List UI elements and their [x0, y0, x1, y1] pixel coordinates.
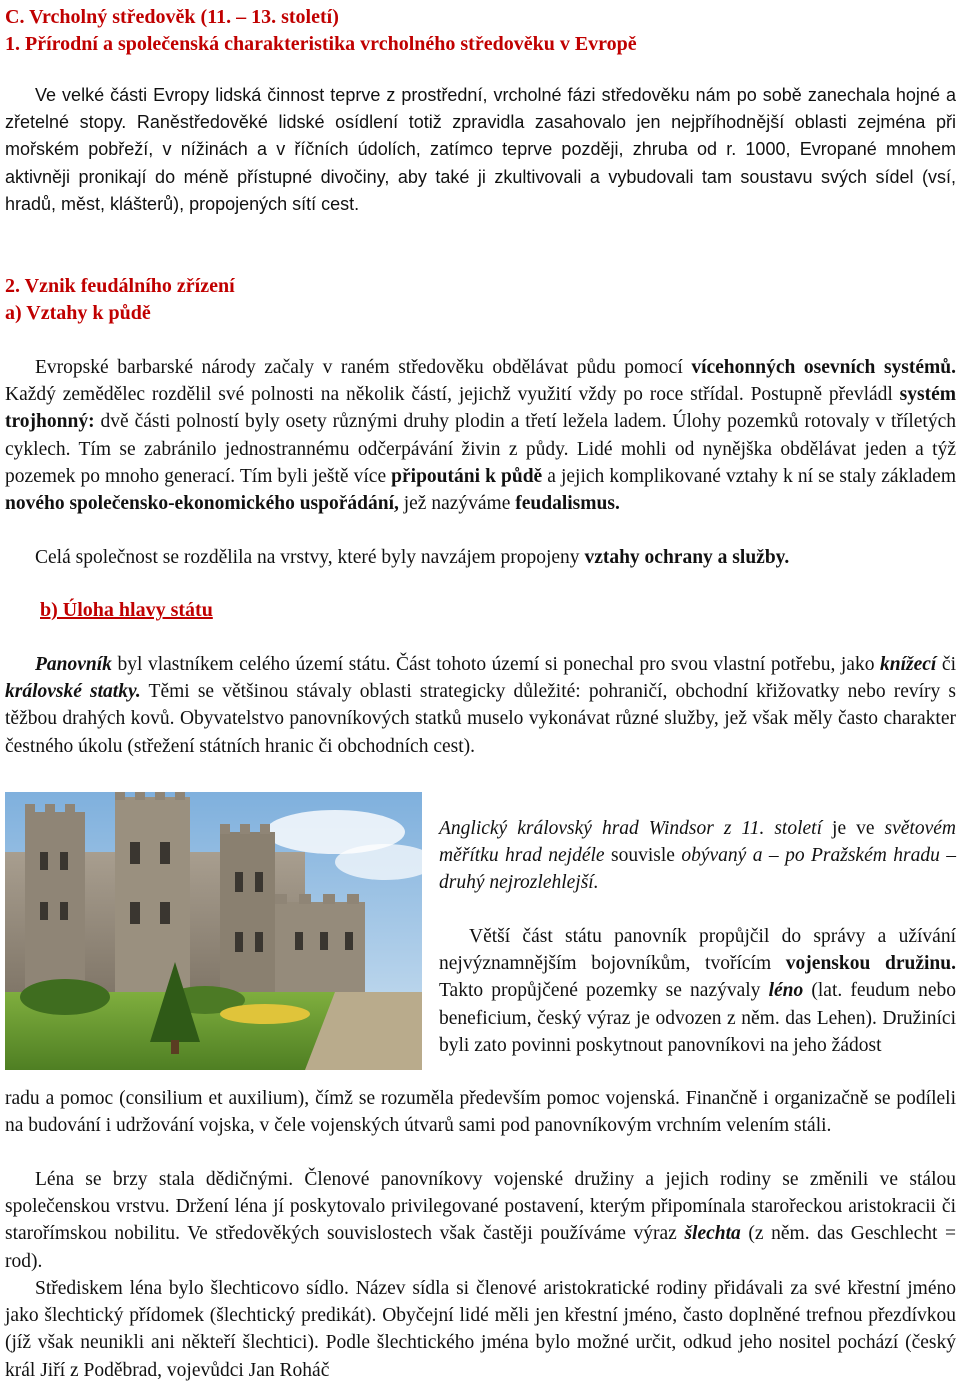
bold-run: připoutáni k půdě [391, 465, 543, 487]
windsor-castle-photo [5, 792, 422, 1070]
text-run: Střediskem léna bylo šlechticovo sídlo. Název sídla si členové aristokratické rodiny přidávali za své křestní jméno jako šlechtický přídomek (šlechtický predikát). Obyčejní lidé měli jen křestní jméno, často doplněné trefnou přezdívkou (jíž však neunikli ani někteří šlechtici). Podle šlechtického jména bylo možné určit, odkud jeho nositel pochází (český král Jiří z Poděbrad, vojevůdci Jan Roháč [5, 1278, 956, 1381]
castle-illustration [5, 792, 422, 1070]
bold-italic-run: královské statky. [5, 681, 141, 703]
text-run: Léna se brzy stala dědičnými. Členové panovníkovy vojenské družiny a jejich rodiny se změnili ve stálou společenskou vrstvu. Držení léna jí poskytovalo privilegované postavení, kterým připomínala starořeckou aristokracii či starořímskou nobilitu. Ve středověkých souvislostech však častěji používáme výraz [5, 1169, 956, 1245]
text-run: Každý zemědělec rozdělil své polnosti na několik částí, jejichž využití vždy po roce střídal. Postupně převládl [5, 384, 900, 406]
chapter-heading-1: 1. Přírodní a společenská charakteristika vrcholného středověku v Evropě [5, 33, 637, 55]
text-run: souvisle [604, 845, 682, 867]
bold-italic-run: Panovník [35, 654, 112, 675]
text-run: Větší část státu panovník propůjčil do správy a užívání nejvýznamnějším bojovníkům, tvořícím [439, 926, 956, 975]
text-run: jež nazýváme [398, 493, 516, 515]
paragraph-intro [5, 82, 956, 218]
italic-run: Anglický královský hrad Windsor z 11. století [439, 818, 823, 839]
subheading-2b-text: b) Úloha hlavy státu [40, 599, 213, 621]
text-run: Těmi se většinou stávaly oblasti strategicky důležité: pohraničí, obchodní křižovatky nebo revíry s těžbou drahých kovů. Obyvatelstvo panovníkových statků muselo vykonávat různé služby, jež však měly často charakter čestného úkolu (střežení státních hranic či obchodních cest). [5, 681, 956, 757]
text-run: či [936, 654, 956, 675]
photo-caption [439, 815, 956, 897]
paragraph-land [5, 354, 956, 517]
text-run: Takto propůjčené pozemky se nazývaly [439, 980, 769, 1002]
subheading-2a: a) Vztahy k půdě [5, 302, 151, 324]
text-run: Evropské barbarské národy začaly v raném středověku obdělávat půdu pomocí [35, 357, 692, 378]
chapter-heading-2: 2. Vznik feudálního zřízení [5, 275, 235, 297]
paragraph-intro-text: Ve velké části Evropy lidská činnost teprve z prostřední, vrcholné fázi středověku nám po sobě zanechala hojné a zřetelné stopy. Raněstředověké lidské osídlení totiž zpravidla zasahovalo jen nejpříhodnější oblasti zejména při mořském pobřeží, v nížinách a v říčních údolích, zatímco teprve později, zhruba od r. 1000, Evropané mnohem aktivněji pronikají do méně přístupné divočiny, aby také ji zkultivovali a vybudovali tam soustavu svých sídel (vsí, hradů, měst, klášterů), propojených sítí cest. [5, 85, 956, 214]
bold-run: vícehonných osevních systémů. [691, 357, 956, 378]
paragraph-seat [5, 1275, 956, 1384]
bold-run: vztahy ochrany a služby. [584, 547, 790, 568]
section-heading-c: C. Vrcholný středověk (11. – 13. století) [5, 6, 339, 28]
paragraph-fief-continued [5, 1085, 956, 1139]
bold-italic-run: léno [768, 980, 804, 1002]
bold-run: systém trojhonný: [5, 384, 956, 433]
text-run: (lat. feudum nebo beneficium, český výraz je odvozen z něm. das Lehen). Družiníci byli zato povinni poskytnout panovníkovi na jeho žádost [439, 980, 956, 1056]
italic-run: obývaný a – po Pražském hradu – druhý nejrozlehlejší. [439, 845, 956, 894]
text-run: (z něm. das Geschlecht = rod). [5, 1223, 956, 1272]
bold-run: nového společensko-ekonomického uspořádání, [5, 493, 399, 515]
bold-italic-run: šlechta [684, 1223, 741, 1245]
bold-run: vojenskou družinu. [785, 953, 956, 975]
text-run: je ve [822, 818, 885, 839]
text-run: dvě části polností byly osety různými druhy plodin a třetí ležela ladem. Úlohy pozemků rotovaly v tříletých cyklech. Tím se zabránilo jednostrannému odčerpávání živin z půdy. Lidé mohli od nynějška obdělávat jeden a týž pozemek po mnoho generací. Tím byli ještě více [5, 411, 956, 487]
italic-run: světovém měřítku hrad nejdéle [439, 818, 956, 867]
text-run: radu a pomoc (consilium et auxilium), čímž se rozuměla především pomoc vojenská. Finančně i organizačně se podíleli na budování i udržování vojska, v čele vojenských útvarů sami pod panovníkovým vrchním velením stáli. [5, 1088, 956, 1137]
text-run: a jejich komplikované vztahy k ní se staly základem [542, 465, 956, 487]
bold-italic-run: knížecí [880, 654, 937, 675]
text-run: byl vlastníkem celého území státu. Část tohoto území si ponechal pro svou vlastní potřebu, jako [111, 654, 881, 675]
subheading-2b [40, 597, 213, 623]
bold-run: feudalismus. [515, 493, 620, 515]
paragraph-nobility [5, 1166, 956, 1275]
paragraph-fief [439, 923, 956, 1059]
paragraph-society [5, 544, 956, 571]
paragraph-ruler [5, 651, 956, 760]
text-run: Celá společnost se rozdělila na vrstvy, které byly navzájem propojeny [35, 547, 585, 568]
